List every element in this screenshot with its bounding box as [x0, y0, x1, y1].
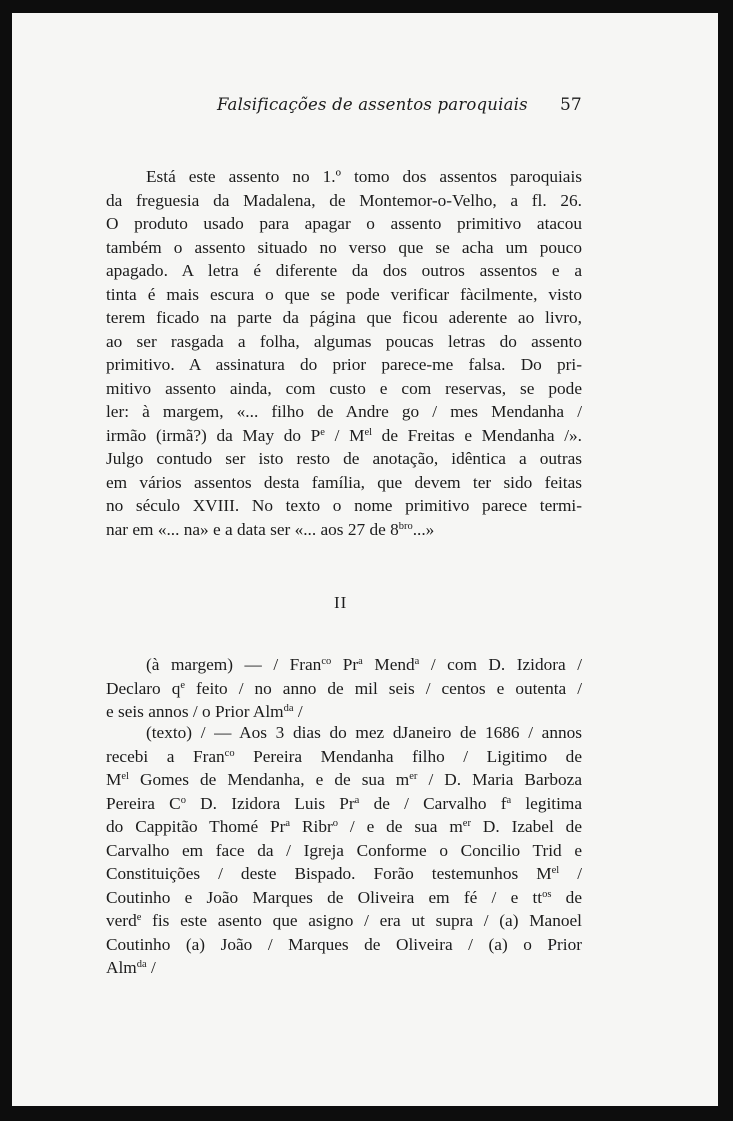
text-run: Gomes de Mendanha, e de sua m: [128, 770, 410, 789]
text-run: feito / no anno de mil seis / centos e outenta /: [185, 678, 583, 698]
superscript: e: [136, 912, 142, 923]
text-line: em vários assentos desta família, que devem ter sido feitas: [106, 472, 582, 492]
superscript: a: [506, 794, 512, 806]
text-line: Coutinho (a) João / Marques de Oliveira / (a) o Prior: [106, 934, 582, 954]
superscript: o: [180, 794, 186, 806]
superscript: da: [283, 703, 294, 714]
text-run: e seis annos / o Prior Alm: [106, 702, 284, 721]
text-run: de: [551, 887, 582, 907]
superscript: co: [224, 747, 235, 759]
text-run: nar em «... na» e a data ser «... aos 27 de 8: [106, 519, 399, 539]
text-line: no século XVIII. No texto o nome primitivo parece termi-: [106, 496, 582, 515]
text-run: Declaro q: [106, 678, 181, 698]
text-run: fis este asento que asigno / era ut supra / (a) Manoel: [141, 911, 582, 930]
text-run: Mend: [362, 655, 415, 674]
text-line: [106, 677, 582, 701]
superscript: o: [332, 818, 338, 829]
text-line: [106, 815, 582, 839]
superscript: el: [364, 426, 373, 438]
superscript: a: [414, 656, 420, 667]
superscript: er: [462, 818, 471, 829]
text-run: de / Carvalho f: [359, 793, 507, 813]
text-line: [106, 745, 582, 769]
text-run: recebi a Fran: [106, 746, 225, 766]
text-line: mitivo assento ainda, com custo e com reservas, se pode: [106, 378, 582, 398]
superscript: a: [285, 818, 291, 829]
text-run: Pereira Mendanha filho / Ligitimo de: [234, 746, 582, 766]
paragraph-commentary: [106, 165, 582, 541]
page-number: 57: [560, 95, 582, 115]
text-line: [106, 700, 582, 724]
text-run: /: [293, 702, 303, 721]
text-line: Está este assento no 1.º tomo dos assentos paroquiais: [146, 167, 582, 186]
text-run: M: [106, 770, 122, 789]
text-line: [106, 768, 582, 792]
text-run: / e de sua m: [337, 817, 463, 836]
text-run: D. Izabel de: [470, 817, 582, 836]
text-run: Alm: [106, 958, 137, 977]
text-run: legitima: [511, 793, 582, 813]
text-line: O produto usado para apagar o assento primitivo atacou: [106, 214, 582, 233]
text-line: [106, 792, 582, 816]
text-run: ...»: [412, 519, 435, 539]
text-line: [106, 956, 582, 980]
text-run: / M: [324, 425, 365, 445]
text-run: D. Izidora Luis Pr: [185, 793, 355, 813]
superscript: e: [180, 679, 186, 691]
paragraph-margin-note: [106, 653, 582, 724]
superscript: a: [358, 656, 363, 667]
text-line: ao ser rasgada a folha, algumas poucas letras do assento: [106, 331, 582, 351]
superscript: er: [409, 771, 418, 782]
superscript: da: [136, 959, 147, 970]
superscript: el: [121, 771, 129, 782]
superscript: bro: [398, 520, 413, 532]
text-line: ler: à margem, «... filho de Andre go / mes Mendanha /: [106, 402, 582, 421]
superscript: os: [542, 888, 552, 900]
section-heading: II: [334, 593, 348, 612]
text-run: (à margem) — / Fran: [146, 655, 322, 674]
text-run: /: [146, 958, 156, 977]
text-run: / D. Maria Barboza: [417, 770, 583, 789]
text-line: terem ficado na parte da página que ficou aderente ao livro,: [106, 308, 582, 327]
text-line: Carvalho em face da / Igreja Conforme o Concilio Trid e: [106, 840, 582, 860]
text-line: primitivo. A assinatura do prior parece-me falsa. Do pri-: [106, 355, 582, 374]
text-line: [106, 424, 582, 448]
text-run: /: [559, 864, 582, 883]
text-run: de Freitas e Mendanha /».: [372, 425, 583, 445]
text-line: [106, 886, 582, 910]
text-run: Pereira C: [106, 793, 181, 813]
text-line: Julgo contudo ser isto resto de anotação, idêntica a outras: [106, 449, 582, 468]
running-title: Falsificações de assentos paroquiais: [217, 95, 528, 114]
superscript: el: [551, 865, 560, 876]
text-line: [106, 518, 582, 542]
superscript: e: [320, 426, 325, 438]
text-line: da freguesia da Madalena, de Montemor-o-Velho, a fl. 26.: [106, 190, 582, 210]
text-line: tinta é mais escura o que se pode verificar fàcilmente, visto: [106, 284, 582, 304]
text-line: [106, 862, 582, 886]
text-run: Constituições / deste Bispado. Forão testemunhos M: [106, 864, 552, 883]
text-line: (texto) / — Aos 3 dias do mez dJaneiro de 1686 / annos: [146, 723, 582, 742]
text-line: apagado. A letra é diferente da dos outros assentos e a: [106, 261, 582, 280]
text-run: Coutinho e João Marques de Oliveira em fé / e tt: [106, 887, 543, 907]
text-run: / com D. Izidora /: [419, 655, 583, 674]
superscript: co: [321, 656, 332, 667]
paragraph-record-text: [106, 721, 582, 980]
text-run: Pr: [331, 655, 359, 674]
text-run: Ribr: [290, 817, 333, 836]
text-line: também o assento situado no verso que se acha um pouco: [106, 237, 582, 257]
text-run: do Cappitão Thomé Pr: [106, 817, 286, 836]
text-run: irmão (irmã?) da May do P: [106, 425, 321, 445]
text-line: [106, 653, 582, 677]
text-line: [106, 909, 582, 933]
superscript: a: [354, 794, 360, 806]
text-run: verd: [106, 911, 137, 930]
